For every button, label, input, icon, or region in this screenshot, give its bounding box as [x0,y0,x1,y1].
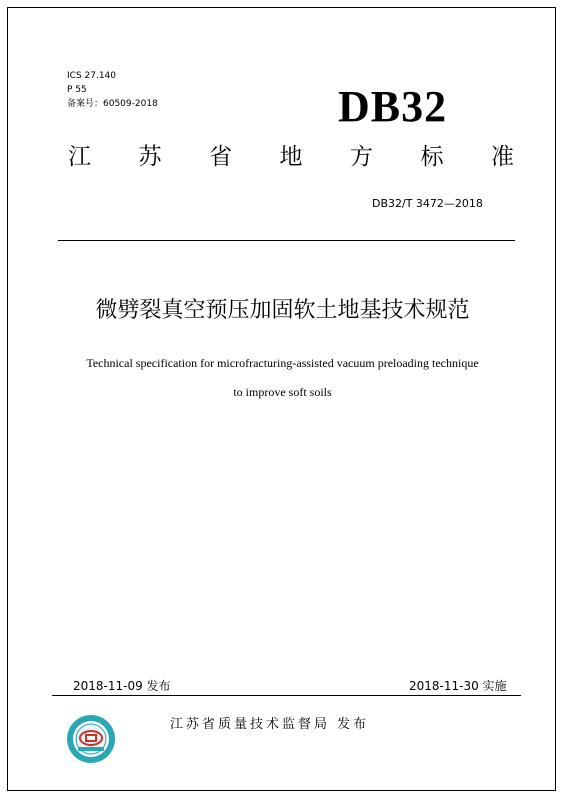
standard-number: DB32/T 3472—2018 [372,197,483,210]
standard-code-logo: DB32 [338,82,448,131]
publisher: 江苏省质量技术监督局 发布 [170,717,370,732]
province-standard-title [68,138,514,178]
english-title-line1: Technical specification for microfracturing-assisted vacuum preloading technique [86,356,479,370]
province-title-char: 方 [350,144,373,170]
province-title-char: 省 [209,144,232,170]
implement-date: 2018-11-30 实施 [409,679,507,693]
province-title-char: 地 [279,144,303,170]
classification-code: P 55 [67,85,87,95]
header-divider [58,240,515,241]
province-title-char: 准 [491,144,514,170]
province-title-char: 江 [68,144,91,170]
english-title-line2: to improve soft soils [233,385,332,399]
record-number: 备案号：60509-2018 [67,99,158,109]
chinese-title: 微劈裂真空预压加固软土地基技术规范 [95,298,470,323]
province-title-char: 标 [420,144,444,170]
quality-supervision-seal-icon [66,714,116,764]
province-title-char: 苏 [138,144,162,170]
ics-code: ICS 27.140 [67,71,117,81]
footer-divider [52,695,521,696]
issue-date: 2018-11-09 发布 [73,679,171,693]
